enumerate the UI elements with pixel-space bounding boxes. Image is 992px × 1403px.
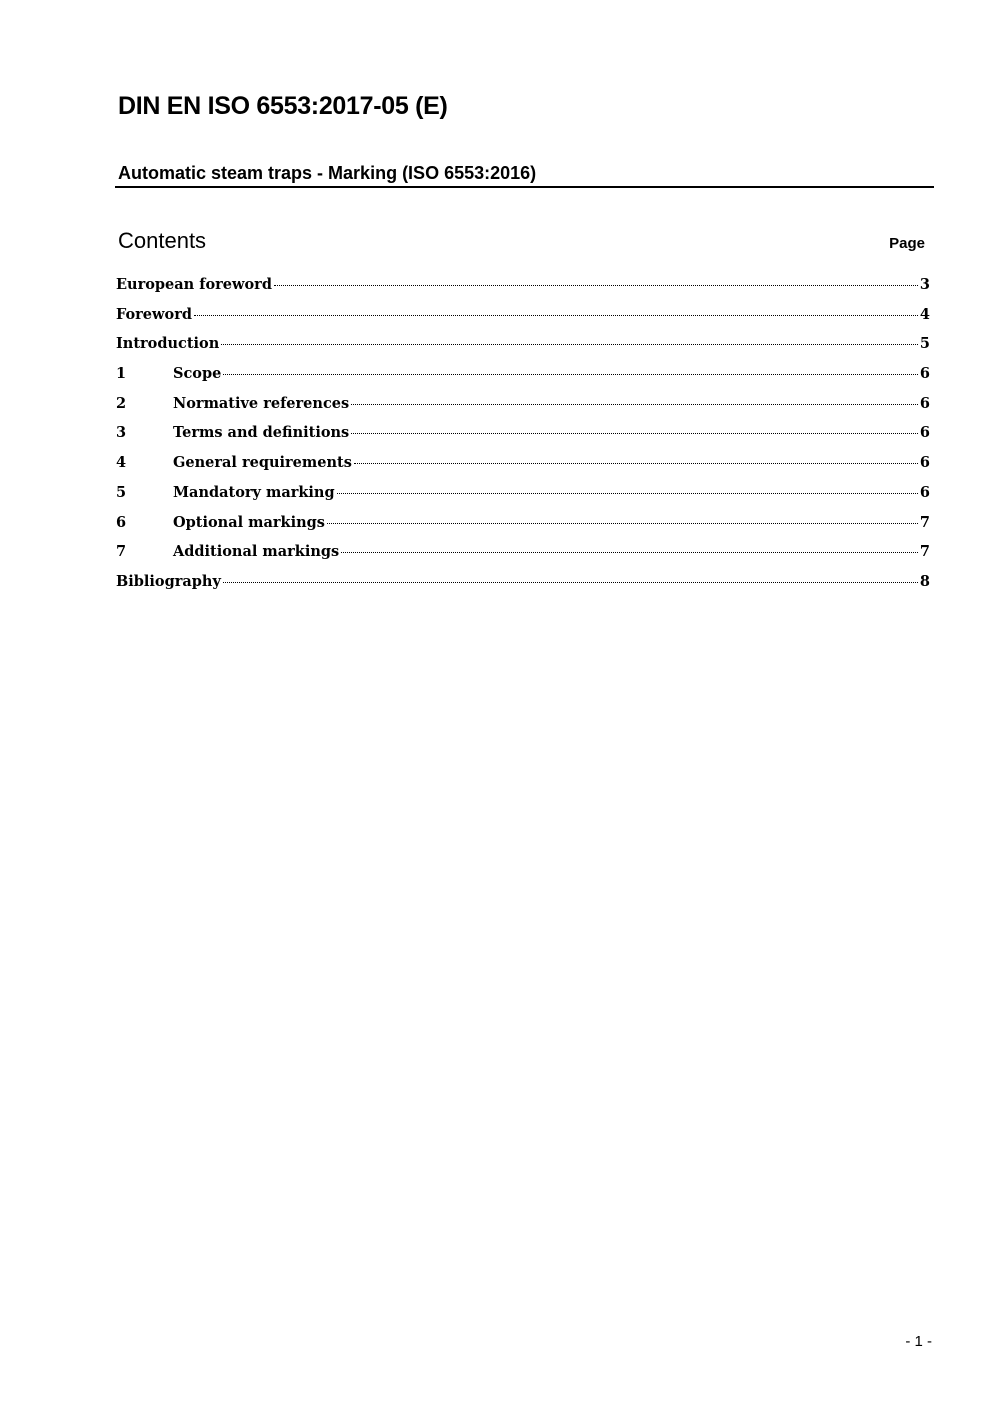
toc-leader-dots bbox=[194, 315, 918, 316]
toc-leader-dots bbox=[351, 433, 918, 434]
toc-entry-label: Normative references bbox=[173, 394, 350, 412]
toc-entry-label: European foreword bbox=[116, 276, 272, 293]
table-of-contents bbox=[116, 276, 930, 603]
toc-entry-number: 4 bbox=[116, 454, 127, 472]
toc-entry-terms-and-definitions[interactable] bbox=[116, 424, 930, 454]
document-title: DIN EN ISO 6553:2017-05 (E) bbox=[118, 92, 448, 120]
toc-entry-label: General requirements bbox=[173, 454, 352, 472]
toc-entry-number: 6 bbox=[116, 513, 127, 531]
toc-entry-label: Scope bbox=[173, 365, 222, 383]
footer-page-number: - 1 - bbox=[905, 1333, 932, 1350]
toc-entry-label: Bibliography bbox=[116, 572, 221, 590]
toc-entry-label: Optional markings bbox=[173, 513, 325, 531]
toc-leader-dots bbox=[221, 344, 918, 345]
contents-heading: Contents bbox=[118, 228, 207, 253]
toc-entry-label: Terms and definitions bbox=[173, 424, 350, 442]
toc-entry-number: 5 bbox=[116, 483, 127, 501]
toc-entry-page: 8 bbox=[919, 572, 930, 590]
toc-leader-dots bbox=[341, 552, 918, 553]
toc-entry-number: 3 bbox=[116, 424, 127, 442]
page-column-heading: Page bbox=[889, 235, 925, 252]
toc-leader-dots bbox=[327, 523, 918, 524]
toc-entry-european-foreword[interactable] bbox=[116, 276, 930, 306]
toc-leader-dots bbox=[223, 582, 918, 583]
toc-entry-foreword[interactable] bbox=[116, 306, 930, 336]
document-subtitle: Automatic steam traps - Marking (ISO 6553:2016) bbox=[118, 163, 537, 183]
toc-entry-page: 7 bbox=[919, 543, 930, 561]
toc-entry-mandatory-marking[interactable] bbox=[116, 484, 930, 514]
toc-entry-additional-markings[interactable] bbox=[116, 543, 930, 573]
toc-entry-page: 6 bbox=[919, 454, 930, 472]
toc-entry-page: 6 bbox=[919, 424, 930, 442]
toc-entry-page: 5 bbox=[919, 335, 930, 353]
toc-leader-dots bbox=[274, 285, 918, 286]
toc-entry-label: Foreword bbox=[116, 305, 192, 323]
toc-leader-dots bbox=[223, 374, 918, 375]
toc-entry-general-requirements[interactable] bbox=[116, 454, 930, 484]
toc-leader-dots bbox=[337, 493, 918, 494]
toc-entry-number: 1 bbox=[116, 365, 127, 383]
toc-entry-label: Mandatory marking bbox=[173, 483, 335, 501]
toc-entry-label: Introduction bbox=[116, 335, 220, 353]
toc-entry-page: 6 bbox=[919, 483, 930, 501]
subtitle-divider bbox=[115, 186, 934, 188]
toc-entry-scope[interactable] bbox=[116, 365, 930, 395]
toc-entry-bibliography[interactable] bbox=[116, 573, 930, 603]
toc-entry-label: Additional markings bbox=[173, 543, 340, 561]
toc-entry-page: 3 bbox=[919, 276, 930, 293]
toc-leader-dots bbox=[351, 404, 918, 405]
toc-entry-page: 4 bbox=[919, 305, 930, 323]
toc-entry-page: 7 bbox=[919, 513, 930, 531]
toc-entry-optional-markings[interactable] bbox=[116, 514, 930, 544]
toc-entry-number: 7 bbox=[116, 543, 127, 561]
toc-entry-number: 2 bbox=[116, 394, 127, 412]
toc-entry-page: 6 bbox=[919, 394, 930, 412]
toc-entry-normative-references[interactable] bbox=[116, 395, 930, 425]
toc-entry-page: 6 bbox=[919, 365, 930, 383]
toc-leader-dots bbox=[354, 463, 918, 464]
toc-entry-introduction[interactable] bbox=[116, 335, 930, 365]
